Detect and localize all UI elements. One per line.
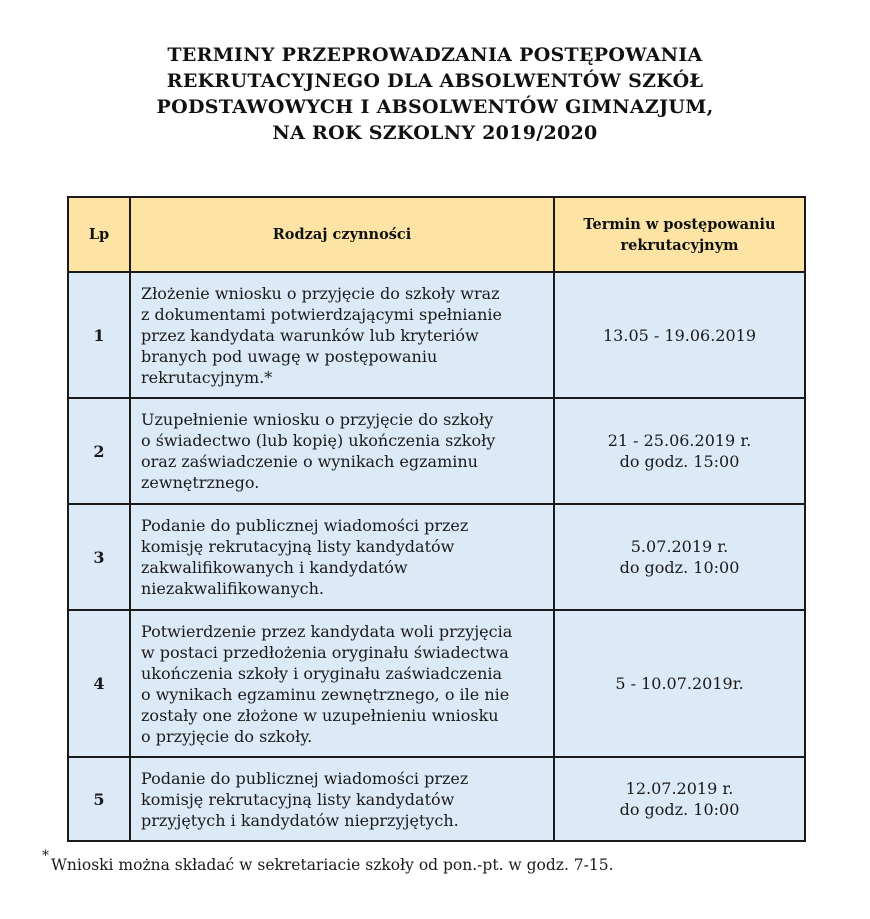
title-line: NA ROK SZKOLNY 2019/2020	[272, 122, 598, 144]
row-activity	[130, 504, 554, 610]
row-activity	[130, 610, 554, 757]
activity-line: zostały one złożone w uzupełnieniu wniosku	[141, 705, 499, 725]
row-activity	[130, 398, 554, 504]
title-line: PODSTAWOWYCH I ABSOLWENTÓW GIMNAZJUM,	[156, 96, 714, 118]
table-row	[68, 504, 805, 610]
activity-line: komisję rekrutacyjną listy kandydatów	[141, 537, 455, 556]
row-deadline	[554, 398, 805, 504]
deadline-line: 5.07.2019 r.	[630, 537, 729, 556]
row-number: 3	[68, 504, 130, 610]
row-deadline	[554, 610, 805, 757]
activity-line: Złożenie wniosku o przyjęcie do szkoły wraz	[141, 283, 500, 303]
table-header-row	[68, 197, 805, 272]
header-activity: Rodzaj czynności	[130, 197, 554, 272]
activity-line: o świadectwo (lub kopię) ukończenia szkoły	[141, 431, 496, 450]
row-deadline	[554, 272, 805, 398]
header-lp: Lp	[68, 197, 130, 272]
row-activity	[130, 272, 554, 398]
table-row	[68, 398, 805, 504]
deadline-line: do godz. 15:00	[619, 452, 740, 471]
table-row	[68, 272, 805, 398]
header-deadline-line: rekrutacyjnym	[620, 236, 739, 254]
activity-line: rekrutacyjnym.*	[141, 367, 273, 387]
footnote-text: Wnioski można składać w sekretariacie szkoły od pon.-pt. w godz. 7-15.	[51, 856, 614, 875]
table-row	[68, 757, 805, 841]
page-title	[0, 42, 870, 146]
deadline-line: 12.07.2019 r.	[625, 779, 734, 798]
activity-line: o wynikach egzaminu zewnętrznego, o ile nie	[141, 684, 510, 704]
activity-line: oraz zaświadczenie o wynikach egzaminu	[141, 452, 478, 471]
activity-line: Podanie do publicznej wiadomości przez	[141, 516, 469, 535]
row-deadline	[554, 504, 805, 610]
activity-line: o przyjęcie do szkoły.	[141, 726, 313, 746]
footnote	[42, 848, 614, 875]
deadline-line: do godz. 10:00	[619, 558, 740, 577]
title-line: TERMINY PRZEPROWADZANIA POSTĘPOWANIA	[167, 44, 703, 66]
row-number: 1	[68, 272, 130, 398]
deadline-line: 21 - 25.06.2019 r.	[607, 431, 752, 450]
row-activity	[130, 757, 554, 841]
header-deadline	[554, 197, 805, 272]
activity-line: branych pod uwagę w postępowaniu	[141, 346, 438, 366]
activity-line: Potwierdzenie przez kandydata woli przyjęcia	[141, 621, 513, 641]
title-line: REKRUTACYJNEGO DLA ABSOLWENTÓW SZKÓŁ	[166, 70, 704, 92]
activity-line: zakwalifikowanych i kandydatów	[141, 558, 408, 577]
activity-line: komisję rekrutacyjną listy kandydatów	[141, 789, 455, 809]
row-number: 5	[68, 757, 130, 841]
table-row	[68, 610, 805, 757]
activity-line: ukończenia szkoły i oryginału zaświadczenia	[141, 663, 503, 683]
deadline-line: 13.05 - 19.06.2019	[603, 325, 756, 345]
recruitment-schedule-table	[67, 196, 806, 842]
activity-line: Podanie do publicznej wiadomości przez	[141, 768, 469, 788]
row-number: 2	[68, 398, 130, 504]
row-number: 4	[68, 610, 130, 757]
activity-line: przyjętych i kandydatów nieprzyjętych.	[141, 810, 459, 830]
activity-line: niezakwalifikowanych.	[141, 579, 324, 598]
header-deadline-line: Termin w postępowaniu	[583, 215, 776, 233]
deadline-line: 5 - 10.07.2019r.	[615, 674, 744, 693]
row-deadline	[554, 757, 805, 841]
activity-line: z dokumentami potwierdzającymi spełnianie	[141, 304, 502, 324]
activity-line: zewnętrznego.	[141, 473, 260, 492]
activity-line: Uzupełnienie wniosku o przyjęcie do szkoły	[141, 410, 494, 429]
footnote-marker: *	[42, 848, 49, 864]
deadline-line: do godz. 10:00	[619, 800, 740, 819]
activity-line: przez kandydata warunków lub kryteriów	[141, 325, 479, 345]
activity-line: w postaci przedłożenia oryginału świadectwa	[141, 642, 509, 662]
